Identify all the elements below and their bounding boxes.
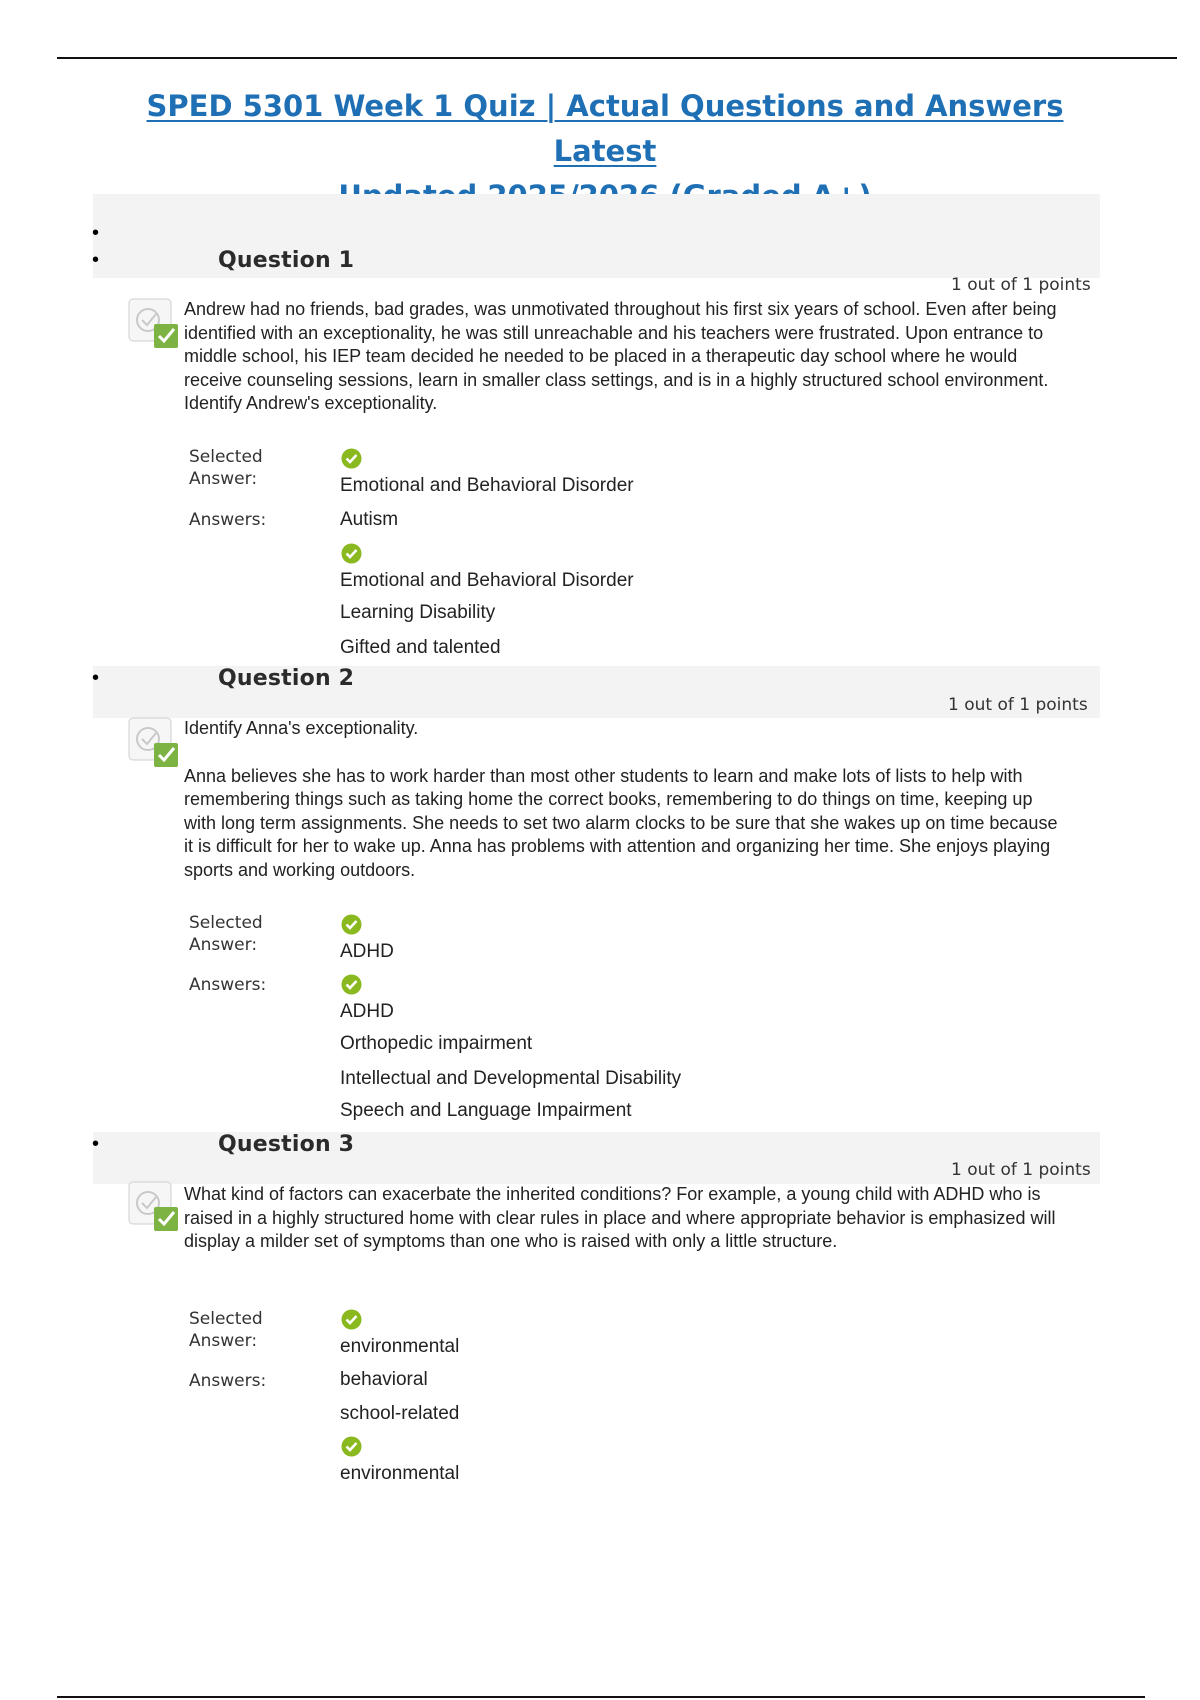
answer-option: Intellectual and Developmental Disability — [340, 1068, 682, 1089]
list-bullet: • — [92, 249, 100, 271]
question-heading: Question 2 — [218, 666, 355, 691]
answers-label: Answers: — [189, 1371, 267, 1391]
answer-option-correct: ADHD — [340, 1001, 394, 1022]
answers-label: Answers: — [189, 975, 267, 995]
answer-option: Autism — [340, 509, 399, 530]
selected-answer-text: environmental — [340, 1336, 460, 1357]
question-points: 1 out of 1 points — [951, 1160, 1091, 1180]
answer-option: Speech and Language Impairment — [340, 1100, 632, 1121]
list-bullet: • — [92, 222, 100, 244]
selected-answer-label: Selected Answer: — [189, 447, 263, 489]
bottom-rule — [57, 1696, 1145, 1698]
question-points: 1 out of 1 points — [951, 275, 1091, 295]
selected-answer-label: Selected Answer: — [189, 1309, 263, 1351]
question-points: 1 out of 1 points — [948, 695, 1088, 715]
correct-check-icon — [341, 448, 362, 469]
answer-option: Gifted and talented — [340, 637, 501, 658]
question-correct-icon — [128, 717, 180, 769]
correct-check-icon — [341, 543, 362, 564]
answer-option: Learning Disability — [340, 602, 496, 623]
answers-label: Answers: — [189, 510, 267, 530]
answer-option: Orthopedic impairment — [340, 1033, 533, 1054]
selected-answer-text: Emotional and Behavioral Disorder — [340, 475, 634, 496]
list-bullet: • — [92, 667, 100, 689]
top-rule — [57, 57, 1177, 59]
answer-option-correct: environmental — [340, 1463, 460, 1484]
list-bullet: • — [92, 1133, 100, 1155]
question-heading: Question 1 — [218, 248, 355, 273]
answer-option-correct: Emotional and Behavioral Disorder — [340, 570, 634, 591]
correct-check-icon — [341, 1309, 362, 1330]
selected-answer-label: Selected Answer: — [189, 913, 263, 955]
title-link-line1[interactable]: SPED 5301 Week 1 Quiz | Actual Questions and Answers Latest — [146, 89, 1064, 168]
question-text: What kind of factors can exacerbate the inherited conditions? For example, a young child with ADHD who is raised in a highly structured home with clear rules in place and where appropriate behavior is emphasized will display a milder set of symptoms than one who is raised with only a little structure. — [184, 1184, 1056, 1251]
question-text: Andrew had no friends, bad grades, was unmotivated throughout his first six years of school. Even after being identified with an exceptionality, he was still unreachable and his teachers were frustrated. Upon entrance to middle school, his IEP team decided he needed to be placed in a therapeutic day school where he would receive counseling sessions, learn in smaller class settings, and is in a highly structured school environment. Identify Andrew's exceptionality. — [184, 299, 1057, 413]
selected-answer-text: ADHD — [340, 941, 394, 962]
question-correct-icon — [128, 298, 180, 350]
correct-check-icon — [341, 974, 362, 995]
answer-option: behavioral — [340, 1369, 428, 1390]
question-text: Identify Anna's exceptionality. Anna believes she has to work harder than most other students to learn and make lots of lists to help with remembering things such as taking home the correct books, remembering to do things on time, keeping up with long term assignments. She needs to set two alarm clocks to be sure that she wakes up on time because it is difficult for her to wake up. Anna has problems with attention and organizing her time. She enjoys playing sports and working outdoors. — [184, 718, 1058, 880]
question-heading: Question 3 — [218, 1132, 355, 1157]
correct-check-icon — [341, 914, 362, 935]
answer-option: school-related — [340, 1403, 460, 1424]
correct-check-icon — [341, 1436, 362, 1457]
question-correct-icon — [128, 1181, 180, 1233]
